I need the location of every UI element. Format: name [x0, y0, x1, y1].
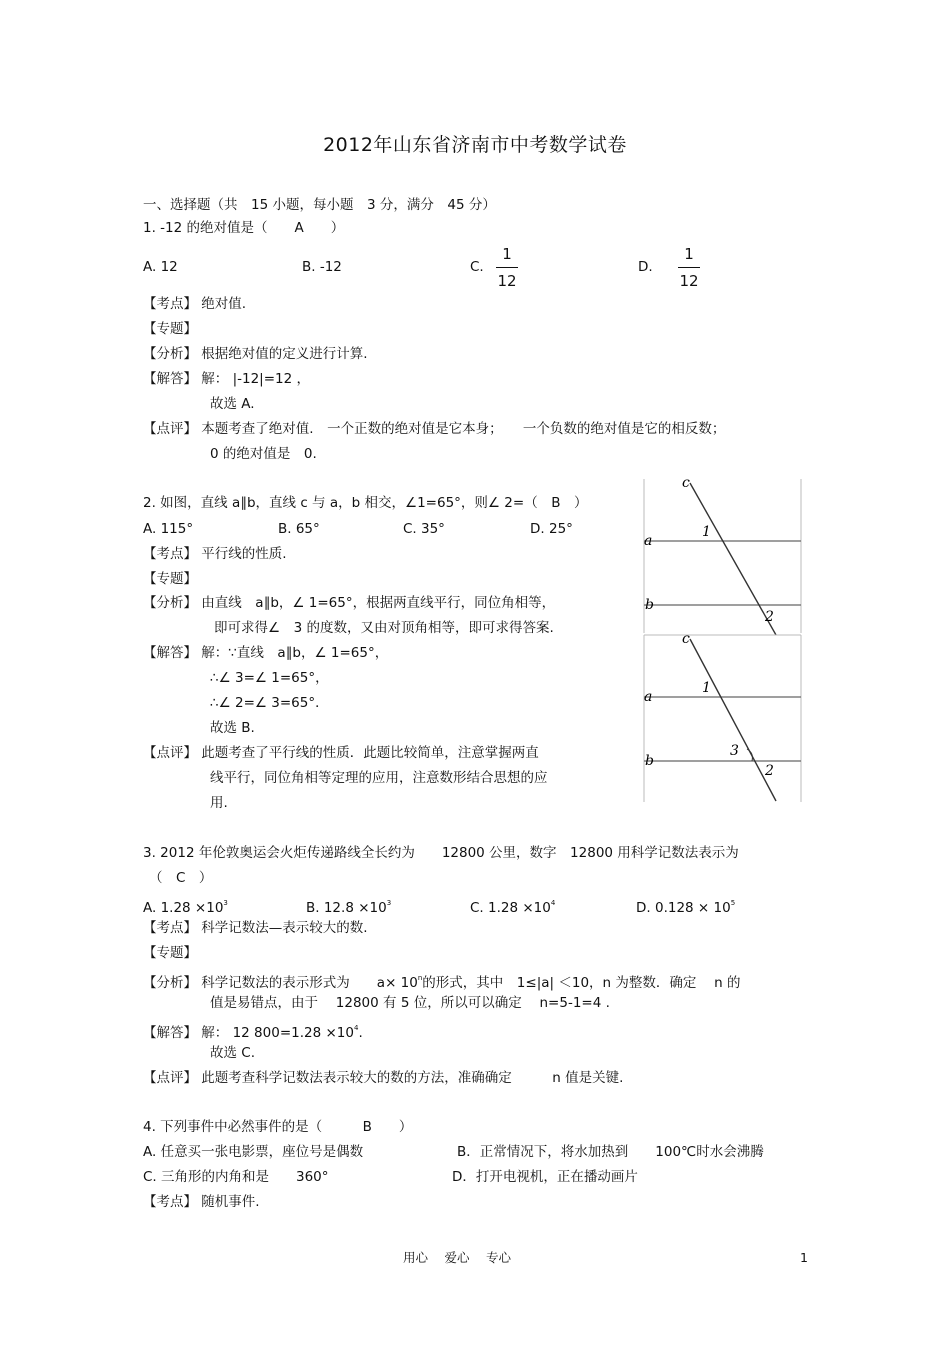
q3-stem: 3. 2012 年伦敦奥运会火炬传递路线全长约为 12800 公里，数字 12800 用科学记数法表示为 [143, 845, 739, 861]
q2-jieda-step2: ∴∠ 2=∠ 3=65°． [210, 695, 329, 711]
q2-option-c: C. 35° [403, 521, 445, 537]
fraction-denominator: 12 [679, 272, 699, 290]
q4-kaodian: 【考点】 随机事件. [143, 1194, 260, 1210]
page-number: 1 [800, 1250, 808, 1265]
q2-figure [640, 475, 805, 810]
label-c: c [682, 475, 690, 491]
q2-option-a: A. 115° [143, 521, 194, 537]
q1-option-c-label: C. [470, 259, 484, 275]
q3-option-c: C. $1.28 \times 10^4$ [470, 899, 556, 916]
q3-fenxi-cont: 值是易错点，由于 12800 有 5 位，所以可以确定 n=5-1=4 . [210, 995, 610, 1011]
q2-dianping-cont2: 用. [210, 795, 228, 811]
q1-option-b: B. -12 [302, 259, 342, 275]
label-angle-3: 3 [730, 743, 739, 759]
q1-option-d-label: D. [638, 259, 653, 275]
q1-jieda: 【解答】 解： |-12|=12 ， [143, 371, 311, 387]
q2-answer: 故选 B. [210, 720, 255, 736]
q2-kaodian: 【考点】 平行线的性质. [143, 546, 287, 562]
label-a: a [644, 689, 653, 705]
q2-fenxi: 【分析】 由直线 a∥b，∠ 1=65°，根据两直线平行，同位角相等， [143, 595, 556, 611]
q1-option-a: A. 12 [143, 259, 178, 275]
page-footer: 用心 爱心 专心 [403, 1250, 511, 1265]
q4-stem: 4. 下列事件中必然事件的是（ B ） [143, 1119, 413, 1135]
line-c [690, 639, 776, 801]
q1-answer: 故选 A. [210, 396, 255, 412]
q4-option-b: B．正常情况下，将水加热到 100℃时水会沸腾 [457, 1144, 764, 1160]
q3-zhuanti: 【专题】 [143, 945, 197, 961]
q1-fenxi: 【分析】 根据绝对值的定义进行计算. [143, 346, 368, 362]
label-b: b [645, 597, 654, 613]
q1-option-d-fraction [674, 244, 704, 291]
q2-jieda: 【解答】 解：∵直线 a∥b，∠ 1=65°， [143, 645, 389, 661]
q3-kaodian: 【考点】 科学记数法—表示较大的数. [143, 920, 368, 936]
label-angle-1: 1 [702, 680, 711, 696]
q1-dianping: 【点评】 本题考查了绝对值. 一个正数的绝对值是它本身； 一个负数的绝对值是它的相反数； [143, 421, 726, 437]
q4-option-c: C. 三角形的内角和是 360° [143, 1169, 329, 1185]
q2-dianping: 【点评】 此题考查了平行线的性质．此题比较简单，注意掌握两直 [143, 745, 539, 761]
q3-option-d: D. $0.128 \times 10^5$ [636, 899, 736, 916]
q2-dianping-cont1: 线平行，同位角相等定理的应用，注意数形结合思想的应 [210, 770, 548, 786]
q1-dianping-cont: 0 的绝对值是 0. [210, 446, 317, 462]
q1-stem: 1. -12 的绝对值是（ A ） [143, 220, 345, 236]
fraction-bar [678, 267, 700, 268]
q1-option-c-fraction [492, 244, 522, 291]
q3-option-a: A. $1.28 \times 10^3$ [143, 899, 228, 916]
line-c [690, 483, 776, 635]
q3-jieda: 【解答】 解： 12 $800=1.28 \times 10^4$. [143, 1024, 363, 1041]
q4-option-a: A. 任意买一张电影票，座位号是偶数 [143, 1144, 364, 1160]
q2-option-b: B. 65° [278, 521, 320, 537]
q3-option-b: B. $12.8 \times 10^3$ [306, 899, 392, 916]
label-b: b [645, 753, 654, 769]
q2-jieda-step1: ∴∠ 3=∠ 1=65°， [210, 670, 329, 686]
label-angle-2: 2 [765, 763, 774, 779]
q2-zhuanti: 【专题】 [143, 571, 197, 587]
angle-3-arc [747, 749, 752, 761]
fraction-numerator: 1 [684, 245, 694, 263]
label-angle-1: 1 [702, 524, 711, 540]
label-angle-2: 2 [765, 609, 774, 625]
q3-fenxi: 【分析】 科学记数法的表示形式为 $a\times 10^n$的形式，其中 1≤|a| ＜10，n 为整数．确定 n 的 [143, 974, 741, 991]
q2-stem: 2. 如图，直线 a∥b，直线 c 与 a，b 相交，∠1=65°，则∠ 2=（ B ） [143, 495, 588, 511]
label-a: a [644, 533, 653, 549]
q4-option-d: D．打开电视机，正在播动画片 [452, 1169, 638, 1185]
q2-option-d: D. 25° [530, 521, 573, 537]
q3-stem-answer: （ C ） [149, 870, 213, 886]
fraction-bar [496, 267, 518, 268]
q1-zhuanti: 【专题】 [143, 321, 197, 337]
q1-kaodian: 【考点】 绝对值. [143, 296, 247, 312]
q3-dianping: 【点评】 此题考查科学记数法表示较大的数的方法，准确确定 n 值是关键. [143, 1070, 624, 1086]
q2-figure-bottom [644, 631, 801, 802]
page-title: 2012年山东省济南市中考数学试卷 [323, 134, 627, 156]
fraction-denominator: 12 [497, 272, 517, 290]
q2-fenxi-cont: 即可求得∠ 3 的度数，又由对顶角相等，即可求得答案. [214, 620, 554, 636]
section-heading: 一、选择题（共 15 小题，每小题 3 分，满分 45 分） [143, 197, 496, 213]
q2-figure-top [644, 475, 801, 635]
fraction-numerator: 1 [502, 245, 512, 263]
label-c: c [682, 631, 690, 647]
q3-answer: 故选 C. [210, 1045, 256, 1061]
